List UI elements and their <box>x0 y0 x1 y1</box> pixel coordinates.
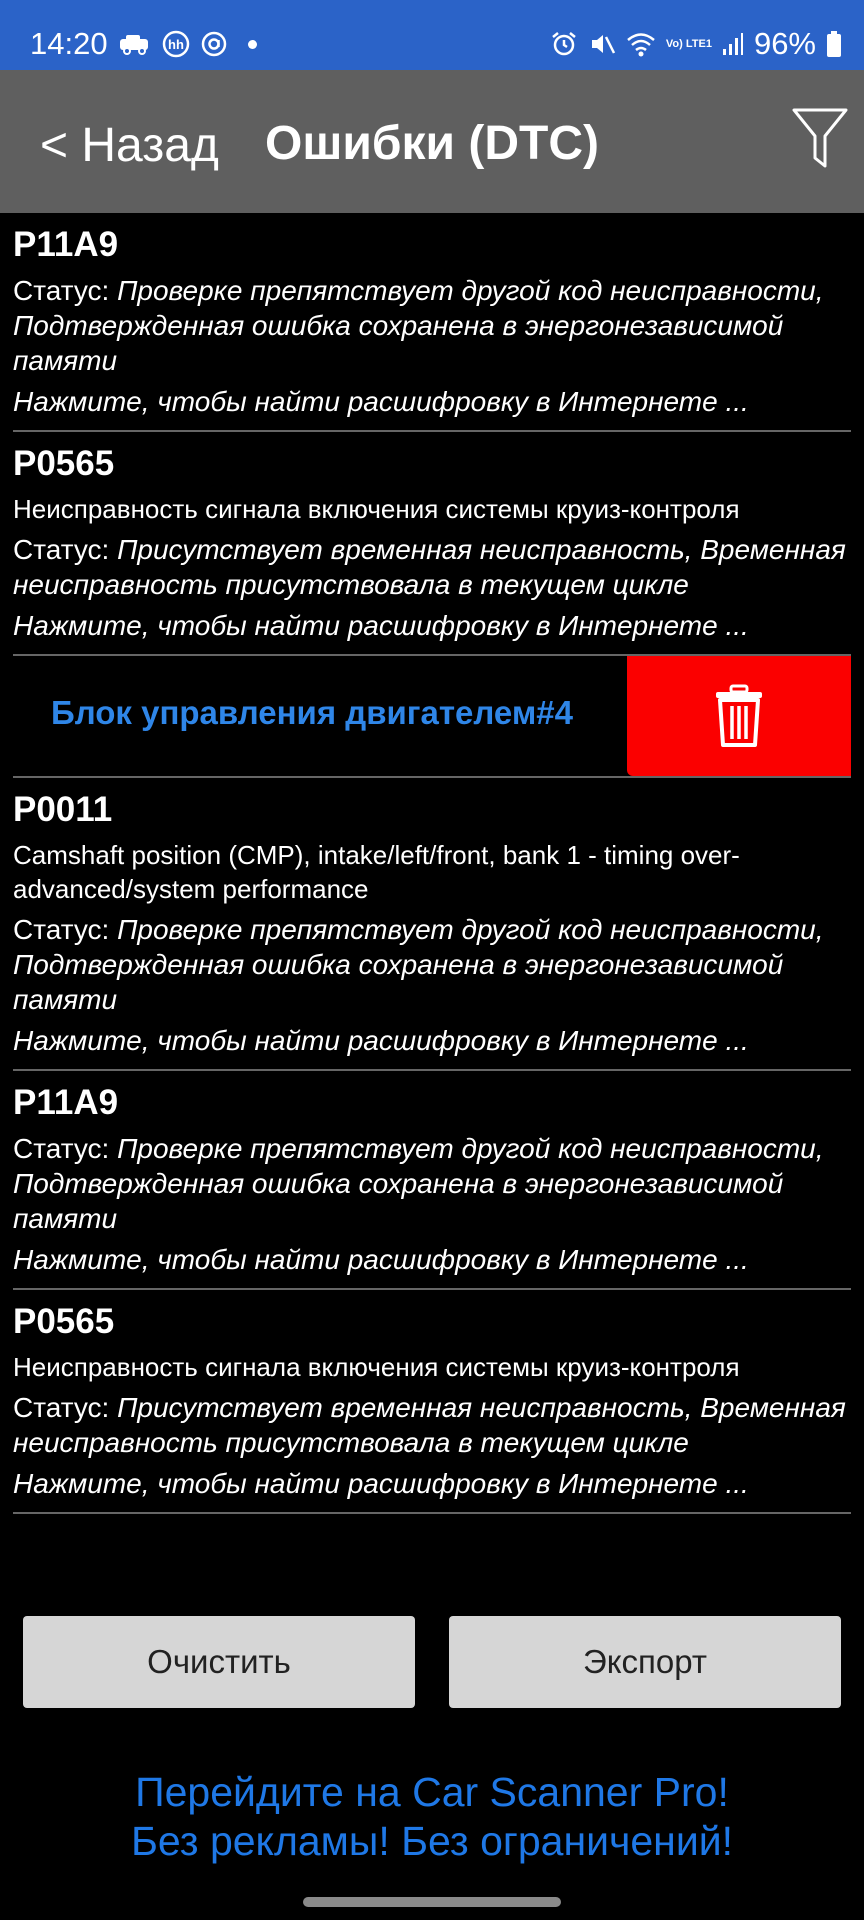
dtc-description: Неисправность сигнала включения системы круиз-контроля <box>13 494 740 524</box>
status-label: Статус: <box>13 1133 118 1164</box>
status-time: 14:20 <box>30 26 108 61</box>
dtc-entry[interactable] <box>13 213 851 432</box>
ecu-block-title: Блок управления двигателем#4 <box>51 694 573 731</box>
hh-icon <box>162 30 190 58</box>
status-label: Статус: <box>13 1392 118 1423</box>
filter-icon[interactable] <box>790 106 850 170</box>
at-icon <box>200 30 228 58</box>
battery-percent: 96% <box>753 26 816 61</box>
dtc-list <box>13 213 851 1514</box>
dot-icon <box>248 40 257 49</box>
dtc-entry[interactable] <box>13 1290 851 1514</box>
app-bar <box>0 70 864 213</box>
dtc-code: P0011 <box>13 790 113 829</box>
status-value: Присутствует временная неисправность, Временная неисправность присутствовала в текущем цикле <box>13 1392 846 1458</box>
system-icons <box>550 26 842 62</box>
promo-line-2: Без рекламы! Без ограничений! <box>130 1818 734 1864</box>
signal-icon <box>722 32 744 56</box>
trash-icon <box>714 684 764 748</box>
delete-button[interactable] <box>627 656 851 776</box>
lte-indicator: Vo) LTE1 <box>665 37 712 50</box>
status-bar <box>0 0 864 70</box>
dtc-entry[interactable] <box>13 1071 851 1290</box>
pro-promo-link[interactable] <box>0 1768 864 1866</box>
home-indicator[interactable] <box>303 1897 561 1907</box>
wifi-icon <box>626 31 656 57</box>
page-title: Ошибки (DTC) <box>265 117 599 170</box>
dtc-entry[interactable] <box>13 432 851 656</box>
export-button[interactable]: Экспорт <box>449 1616 841 1708</box>
dtc-status <box>13 532 851 602</box>
notification-icons <box>118 30 257 58</box>
ecu-block-header[interactable] <box>13 656 851 778</box>
car-icon <box>118 33 152 55</box>
clear-button[interactable]: Очистить <box>23 1616 415 1708</box>
dtc-description: Неисправность сигнала включения системы круиз-контроля <box>13 1352 740 1382</box>
lookup-link[interactable]: Нажмите, чтобы найти расшифровку в Интернете ... <box>13 1468 749 1499</box>
dtc-status <box>13 1131 851 1236</box>
lookup-link[interactable]: Нажмите, чтобы найти расшифровку в Интернете ... <box>13 1244 749 1275</box>
lookup-link[interactable]: Нажмите, чтобы найти расшифровку в Интернете ... <box>13 386 749 417</box>
lookup-link[interactable]: Нажмите, чтобы найти расшифровку в Интернете ... <box>13 1025 749 1056</box>
mute-icon <box>588 30 616 58</box>
dtc-status <box>13 273 851 378</box>
status-label: Статус: <box>13 275 118 306</box>
lookup-link[interactable]: Нажмите, чтобы найти расшифровку в Интернете ... <box>13 610 749 641</box>
dtc-code: P0565 <box>13 444 115 483</box>
dtc-status <box>13 1390 851 1460</box>
status-label: Статус: <box>13 534 118 565</box>
dtc-status <box>13 912 851 1017</box>
promo-line-1: Перейдите на Car Scanner Pro! <box>135 1769 729 1815</box>
dtc-code: P11A9 <box>13 225 119 264</box>
action-buttons <box>23 1616 841 1708</box>
status-value: Присутствует временная неисправность, Временная неисправность присутствовала в текущем цикле <box>13 534 846 600</box>
status-value: Проверке препятствует другой код неисправности, Подтвержденная ошибка сохранена в энергонезависимой памяти <box>13 1133 824 1234</box>
dtc-entry[interactable] <box>13 778 851 1071</box>
dtc-description: Camshaft position (CMP), intake/left/front, bank 1 - timing over-advanced/system performance <box>13 840 740 904</box>
dtc-code: P11A9 <box>13 1083 119 1122</box>
alarm-icon <box>550 30 578 58</box>
dtc-code: P0565 <box>13 1302 115 1341</box>
status-label: Статус: <box>13 914 118 945</box>
status-value: Проверке препятствует другой код неисправности, Подтвержденная ошибка сохранена в энергонезависимой памяти <box>13 914 824 1015</box>
battery-icon <box>826 30 842 58</box>
svg-text:hh: hh <box>168 37 184 52</box>
back-button[interactable]: < Назад <box>40 119 219 172</box>
status-value: Проверке препятствует другой код неисправности, Подтвержденная ошибка сохранена в энергонезависимой памяти <box>13 275 824 376</box>
